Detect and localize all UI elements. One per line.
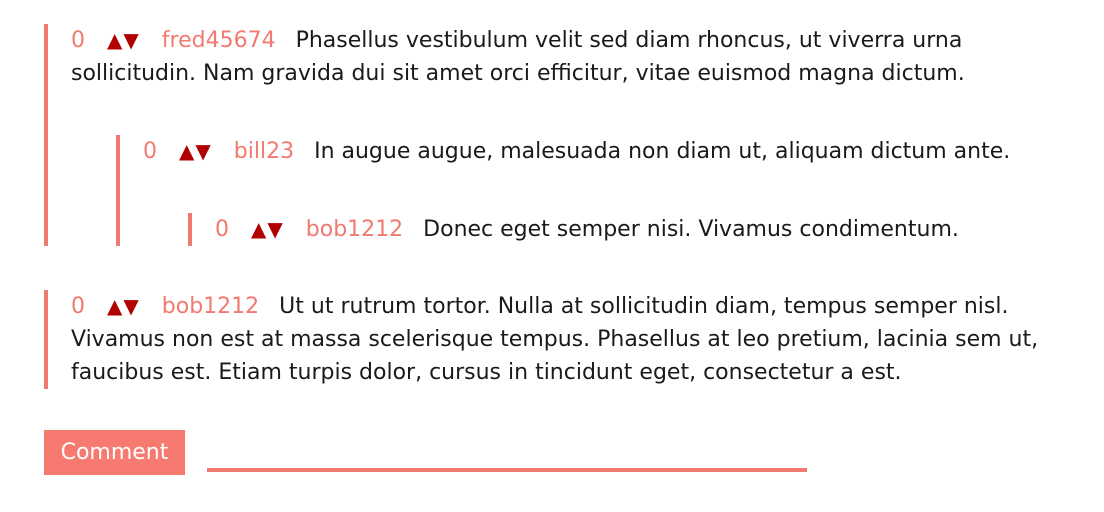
author-link[interactable]: bob1212 [161,294,260,319]
vote-controls [107,24,140,57]
downvote-icon[interactable]: ▼ [267,217,284,241]
upvote-icon[interactable]: ▲ [107,28,124,52]
comment-form [44,430,844,476]
comment [44,290,1054,389]
vote-controls [107,290,140,323]
upvote-icon[interactable]: ▲ [251,217,268,241]
comment-button[interactable]: Comment [44,430,185,475]
vote-controls [251,213,284,246]
author-link[interactable]: bill23 [233,139,295,164]
comment-text: Donec eget semper nisi. Vivamus condimentum. [423,217,959,242]
author-link[interactable]: bob1212 [305,217,404,242]
comment-input[interactable] [207,438,807,472]
score: 0 [71,294,85,319]
downvote-icon[interactable]: ▼ [195,139,212,163]
comment-text: Phasellus vestibulum velit sed diam rhoncus, ut viverra urna sollicitudin. Nam gravida dui sit amet orci efficitur, vitae euismod magna dictum. [71,28,965,86]
score: 0 [143,139,157,164]
comment [116,135,1054,246]
upvote-icon[interactable]: ▲ [179,139,196,163]
author-link[interactable]: fred45674 [161,28,276,53]
comment [188,213,1054,246]
comment-text: Ut ut rutrum tortor. Nulla at sollicitudin diam, tempus semper nisl. Vivamus non est at massa scelerisque tempus. Phasellus at leo pretium, lacinia sem ut, faucibus est. Etiam turpis dolor, cursus in tincidunt eget, consectetur a est. [71,294,1039,385]
comment [44,24,1054,246]
score: 0 [215,217,229,242]
score: 0 [71,28,85,53]
vote-controls [179,135,212,168]
comment-text: In augue augue, malesuada non diam ut, aliquam dictum ante. [314,139,1011,164]
downvote-icon[interactable]: ▼ [123,28,140,52]
upvote-icon[interactable]: ▲ [107,294,124,318]
replies [188,213,1054,246]
comment-thread [44,24,1054,389]
downvote-icon[interactable]: ▼ [123,294,140,318]
replies [116,135,1054,246]
